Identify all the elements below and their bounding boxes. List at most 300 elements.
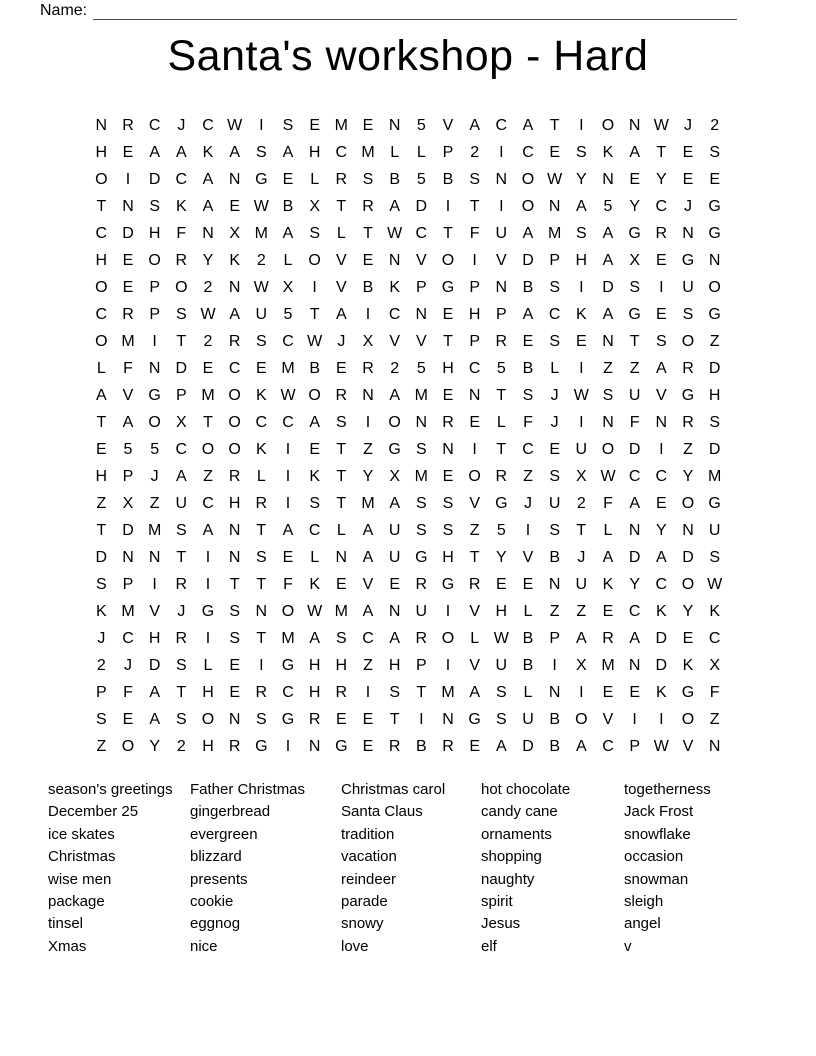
grid-letter: D	[415, 198, 428, 215]
grid-letter: D	[522, 252, 534, 269]
word-item: gingerbread	[190, 803, 271, 821]
grid-letter: N	[415, 414, 428, 431]
grid-letter: G	[495, 495, 508, 512]
grid-letter: B	[522, 360, 534, 377]
grid-letter: S	[469, 171, 480, 188]
grid-letter: S	[149, 198, 160, 215]
word-item: eggnog	[190, 915, 241, 933]
grid-letter: S	[575, 144, 587, 161]
grid-letter: 5	[496, 522, 506, 539]
grid-letter: Z	[363, 657, 373, 674]
grid-letter: S	[95, 711, 107, 728]
grid-letter: S	[629, 279, 640, 296]
grid-letter: I	[445, 603, 451, 620]
grid-letter: N	[602, 171, 614, 188]
grid-letter: I	[259, 657, 264, 674]
grid-letter: H	[95, 144, 108, 161]
grid-letter: E	[229, 684, 240, 701]
grid-letter: C	[655, 198, 668, 215]
grid-letter: O	[121, 738, 135, 755]
grid-letter: E	[442, 387, 454, 404]
grid-letter: A	[202, 171, 214, 188]
grid-letter: D	[708, 441, 721, 458]
word-item: season's greetings	[48, 781, 173, 798]
grid-letter: A	[389, 630, 400, 647]
grid-letter: T	[469, 198, 480, 215]
grid-letter: I	[152, 333, 157, 350]
grid-letter: O	[201, 711, 215, 728]
grid-letter: K	[602, 576, 614, 593]
grid-letter: N	[628, 522, 641, 539]
grid-letter: U	[708, 522, 721, 539]
grid-letter: M	[601, 657, 615, 674]
grid-letter: I	[472, 441, 477, 458]
grid-letter: G	[148, 387, 161, 404]
grid-letter: C	[175, 171, 188, 188]
grid-letter: I	[579, 684, 584, 701]
grid-letter: D	[95, 549, 108, 566]
grid-letter: A	[495, 738, 507, 755]
grid-letter: N	[362, 387, 374, 404]
grid-letter: 2	[576, 495, 586, 512]
grid-letter: I	[152, 576, 157, 593]
grid-letter: T	[629, 333, 640, 350]
grid-letter: N	[548, 684, 561, 701]
grid-letter: A	[95, 387, 107, 404]
grid-letter: P	[469, 279, 480, 296]
grid-letter: Y	[629, 198, 640, 215]
word-item: parade	[341, 893, 388, 911]
grid-letter: A	[202, 522, 214, 539]
grid-letter: W	[653, 738, 669, 755]
grid-letter: O	[681, 495, 695, 512]
grid-letter: S	[362, 171, 374, 188]
grid-letter: U	[255, 306, 268, 323]
grid-letter: E	[522, 576, 534, 593]
word-item: wise men	[48, 870, 112, 888]
word-item: occasion	[624, 848, 684, 866]
grid-letter: Y	[655, 171, 667, 188]
grid-letter: Y	[655, 522, 667, 539]
word-list-column	[190, 779, 305, 958]
grid-letter: M	[361, 144, 375, 161]
grid-letter: E	[362, 252, 374, 269]
grid-letter: U	[388, 522, 401, 539]
grid-letter: A	[522, 225, 534, 242]
grid-letter: A	[362, 522, 374, 539]
grid-letter: K	[602, 144, 614, 161]
grid-letter: H	[388, 657, 401, 674]
grid-letter: J	[337, 333, 346, 350]
grid-letter: W	[200, 306, 216, 323]
grid-letter: C	[282, 414, 294, 431]
grid-letter: L	[390, 144, 400, 161]
grid-letter: A	[602, 252, 614, 269]
grid-letter: D	[682, 549, 694, 566]
word-item: reindeer	[341, 870, 397, 888]
grid-letter: G	[681, 387, 695, 404]
grid-letter: A	[629, 144, 640, 161]
word-item: Father Christmas	[190, 781, 306, 798]
grid-letter: X	[389, 468, 400, 485]
grid-letter: D	[122, 225, 134, 242]
name-label: Name:	[40, 2, 88, 19]
grid-letter: B	[282, 198, 294, 215]
grid-letter: D	[628, 549, 641, 566]
grid-letter: I	[205, 630, 211, 647]
grid-letter: T	[496, 387, 507, 404]
grid-letter: I	[445, 198, 451, 215]
grid-letter: W	[253, 279, 269, 296]
grid-letter: H	[468, 306, 481, 323]
grid-letter: O	[201, 441, 215, 458]
grid-letter: T	[336, 468, 347, 485]
grid-letter: A	[389, 495, 400, 512]
grid-letter: S	[255, 333, 267, 350]
grid-letter: S	[175, 522, 187, 539]
grid-letter: N	[388, 252, 401, 269]
word-item: Jack Frost	[624, 803, 694, 821]
grid-letter: G	[335, 738, 348, 755]
grid-letter: 5	[416, 360, 426, 377]
grid-letter: U	[495, 225, 508, 242]
grid-letter: L	[336, 522, 346, 539]
grid-letter: Y	[629, 576, 640, 593]
grid-letter: A	[335, 306, 347, 323]
grid-letter: D	[628, 441, 641, 458]
grid-letter: Y	[682, 468, 694, 485]
grid-letter: H	[95, 468, 108, 485]
grid-letter: T	[256, 630, 267, 647]
grid-letter: E	[709, 171, 720, 188]
grid-letter: O	[281, 603, 295, 620]
grid-letter: D	[122, 522, 134, 539]
grid-letter: S	[415, 441, 427, 458]
grid-letter: T	[176, 549, 187, 566]
grid-letter: O	[601, 117, 615, 134]
grid-letter: G	[255, 738, 268, 755]
grid-letter: G	[681, 252, 695, 269]
grid-letter: B	[522, 279, 534, 296]
grid-letter: V	[682, 738, 694, 755]
grid-letter: N	[495, 171, 508, 188]
grid-letter: E	[309, 441, 320, 458]
grid-letter: I	[365, 684, 371, 701]
word-item: v	[624, 937, 632, 955]
grid-letter: H	[308, 144, 321, 161]
word-item: ice skates	[48, 825, 115, 843]
grid-letter: W	[280, 387, 296, 404]
word-item: tinsel	[48, 915, 84, 933]
word-item: love	[341, 937, 369, 955]
name-row	[40, 2, 737, 20]
grid-letter: I	[125, 171, 131, 188]
grid-letter: S	[602, 387, 614, 404]
grid-letter: G	[201, 603, 215, 620]
grid-letter: O	[681, 711, 695, 728]
grid-letter: A	[602, 225, 614, 242]
grid-letter: J	[150, 468, 159, 485]
grid-letter: P	[415, 279, 427, 296]
grid-letter: S	[175, 711, 187, 728]
grid-letter: I	[285, 441, 291, 458]
grid-letter: F	[629, 414, 640, 431]
grid-letter: E	[549, 144, 560, 161]
word-item: tradition	[341, 825, 395, 843]
grid-letter: O	[228, 387, 241, 404]
grid-letter: F	[176, 225, 187, 242]
grid-letter: T	[336, 495, 347, 512]
word-list	[0, 779, 816, 959]
name-blank-line	[93, 3, 737, 20]
grid-letter: I	[205, 549, 211, 566]
grid-letter: A	[229, 306, 240, 323]
grid-letter: E	[629, 171, 640, 188]
grid-letter: Z	[576, 603, 587, 620]
grid-letter: S	[522, 387, 534, 404]
grid-letter: C	[628, 468, 641, 485]
grid-letter: X	[575, 657, 587, 674]
grid-letter: E	[122, 279, 134, 296]
grid-letter: O	[148, 252, 161, 269]
grid-letter: G	[628, 306, 641, 323]
grid-letter: W	[600, 468, 616, 485]
grid-letter: T	[336, 441, 347, 458]
grid-letter: V	[415, 333, 427, 350]
word-item: presents	[190, 870, 248, 888]
grid-letter: R	[255, 495, 268, 512]
grid-letter: I	[579, 117, 584, 134]
grid-letter: T	[416, 684, 427, 701]
grid-letter: R	[682, 360, 694, 377]
grid-letter: S	[495, 711, 507, 728]
grid-letter: J	[123, 657, 132, 674]
grid-letter: C	[122, 630, 134, 647]
grid-letter: J	[683, 117, 692, 134]
grid-letter: I	[365, 306, 371, 323]
grid-letter: E	[602, 684, 614, 701]
grid-letter: O	[388, 414, 401, 431]
word-item: cookie	[190, 893, 234, 911]
grid-letter: T	[176, 333, 187, 350]
grid-letter: 5	[283, 306, 293, 323]
grid-letter: R	[495, 333, 508, 350]
grid-letter: J	[177, 117, 186, 134]
grid-letter: R	[415, 630, 428, 647]
word-list-column	[48, 779, 173, 958]
grid-letter: C	[282, 333, 294, 350]
grid-letter: S	[575, 225, 587, 242]
grid-letter: M	[414, 468, 428, 485]
grid-letter: G	[681, 684, 695, 701]
grid-letter: N	[628, 117, 641, 134]
grid-letter: 2	[96, 657, 106, 674]
grid-letter: C	[602, 738, 614, 755]
grid-letter: R	[308, 711, 321, 728]
grid-letter: I	[285, 495, 291, 512]
grid-letter: G	[281, 711, 295, 728]
word-item: togetherness	[624, 781, 711, 798]
grid-letter: E	[335, 711, 347, 728]
grid-letter: X	[629, 252, 640, 269]
grid-letter: G	[441, 576, 455, 593]
grid-letter: I	[579, 414, 584, 431]
grid-letter: H	[335, 657, 348, 674]
grid-letter: Z	[709, 711, 720, 728]
grid-letter: C	[522, 144, 534, 161]
grid-letter: S	[309, 495, 320, 512]
grid-letter: O	[228, 414, 241, 431]
grid-letter: H	[148, 225, 161, 242]
grid-letter: L	[310, 171, 320, 188]
word-item: candy cane	[481, 803, 558, 821]
grid-letter: N	[442, 711, 454, 728]
word-item: evergreen	[190, 825, 258, 843]
grid-letter: S	[549, 333, 560, 350]
grid-letter: C	[708, 630, 721, 647]
grid-letter: K	[175, 198, 187, 215]
word-item: snowy	[341, 915, 384, 933]
grid-letter: N	[388, 117, 401, 134]
grid-letter: I	[472, 252, 477, 269]
grid-letter: H	[308, 657, 321, 674]
grid-letter: E	[629, 684, 640, 701]
grid-letter: C	[202, 495, 214, 512]
grid-letter: U	[495, 657, 508, 674]
grid-letter: L	[283, 252, 293, 269]
grid-letter: X	[122, 495, 134, 512]
grid-letter: H	[442, 360, 454, 377]
grid-letter: A	[229, 144, 240, 161]
grid-letter: E	[229, 198, 240, 215]
grid-letter: L	[203, 657, 213, 674]
word-item: vacation	[341, 848, 397, 866]
grid-letter: N	[602, 333, 614, 350]
grid-letter: O	[601, 441, 615, 458]
grid-letter: N	[202, 225, 214, 242]
grid-letter: A	[362, 603, 374, 620]
grid-letter: M	[281, 630, 295, 647]
grid-letter: H	[202, 684, 214, 701]
grid-letter: E	[95, 441, 107, 458]
grid-letter: I	[659, 279, 664, 296]
grid-letter: S	[709, 549, 720, 566]
grid-letter: P	[122, 576, 134, 593]
grid-letter: A	[309, 630, 320, 647]
grid-letter: O	[148, 414, 161, 431]
grid-letter: C	[415, 225, 428, 242]
grid-letter: N	[468, 387, 481, 404]
grid-letter: O	[708, 279, 721, 296]
grid-letter: A	[575, 630, 587, 647]
grid-letter: G	[415, 549, 428, 566]
grid-letter: D	[148, 171, 161, 188]
grid-letter: D	[175, 360, 188, 377]
grid-letter: N	[388, 603, 401, 620]
grid-letter: E	[655, 252, 667, 269]
grid-letter: E	[122, 144, 134, 161]
grid-letter: O	[95, 279, 108, 296]
grid-letter: C	[95, 306, 108, 323]
grid-letter: V	[389, 333, 400, 350]
grid-letter: 2	[203, 333, 213, 350]
grid-letter: T	[443, 225, 453, 242]
grid-letter: Z	[709, 333, 720, 350]
grid-letter: F	[523, 414, 533, 431]
grid-letter: N	[708, 738, 721, 755]
word-item: Christmas carol	[341, 781, 446, 798]
grid-letter: 5	[496, 360, 506, 377]
grid-letter: Y	[495, 549, 507, 566]
grid-letter: M	[707, 468, 722, 485]
grid-letter: A	[522, 117, 534, 134]
grid-letter: N	[628, 657, 641, 674]
grid-letter: S	[229, 603, 240, 620]
grid-letter: X	[709, 657, 720, 674]
grid-letter: J	[683, 198, 692, 215]
word-item: shopping	[481, 848, 542, 866]
grid-letter: D	[655, 630, 668, 647]
grid-letter: W	[307, 333, 323, 350]
grid-letter: A	[602, 306, 614, 323]
grid-letter: C	[175, 441, 188, 458]
grid-letter: E	[602, 603, 614, 620]
grid-letter: N	[228, 711, 241, 728]
grid-letter: U	[548, 495, 561, 512]
grid-letter: E	[442, 468, 454, 485]
grid-letter: G	[708, 495, 721, 512]
grid-letter: N	[228, 279, 241, 296]
grid-letter: C	[202, 117, 214, 134]
word-item: elf	[481, 937, 497, 955]
grid-letter: C	[255, 414, 268, 431]
grid-letter: J	[550, 387, 559, 404]
grid-letter: V	[335, 279, 347, 296]
grid-letter: C	[228, 360, 241, 377]
grid-letter: P	[122, 468, 134, 485]
grid-letter: T	[469, 549, 480, 566]
grid-letter: C	[628, 603, 641, 620]
grid-letter: E	[309, 117, 320, 134]
grid-letter: S	[442, 495, 454, 512]
grid-letter: E	[655, 495, 667, 512]
grid-letter: T	[336, 198, 347, 215]
word-list-column	[481, 779, 570, 958]
grid-letter: A	[575, 198, 587, 215]
grid-letter: F	[123, 684, 133, 701]
grid-letter: V	[122, 387, 134, 404]
grid-letter: S	[442, 522, 454, 539]
grid-letter: L	[256, 468, 266, 485]
grid-letter: S	[682, 306, 694, 323]
grid-letter: Z	[96, 738, 107, 755]
grid-letter: Z	[629, 360, 640, 377]
grid-letter: S	[495, 684, 507, 701]
grid-letter: R	[175, 576, 188, 593]
grid-letter: M	[414, 387, 428, 404]
grid-letter: A	[629, 630, 640, 647]
grid-letter: Z	[96, 495, 107, 512]
grid-letter: W	[253, 198, 269, 215]
grid-letter: A	[522, 306, 534, 323]
grid-letter: R	[228, 738, 241, 755]
grid-letter: N	[228, 549, 241, 566]
grid-letter: C	[362, 630, 374, 647]
grid-letter: E	[469, 738, 480, 755]
grid-letter: P	[95, 684, 107, 701]
grid-letter: B	[549, 738, 560, 755]
grid-letter: A	[362, 549, 374, 566]
